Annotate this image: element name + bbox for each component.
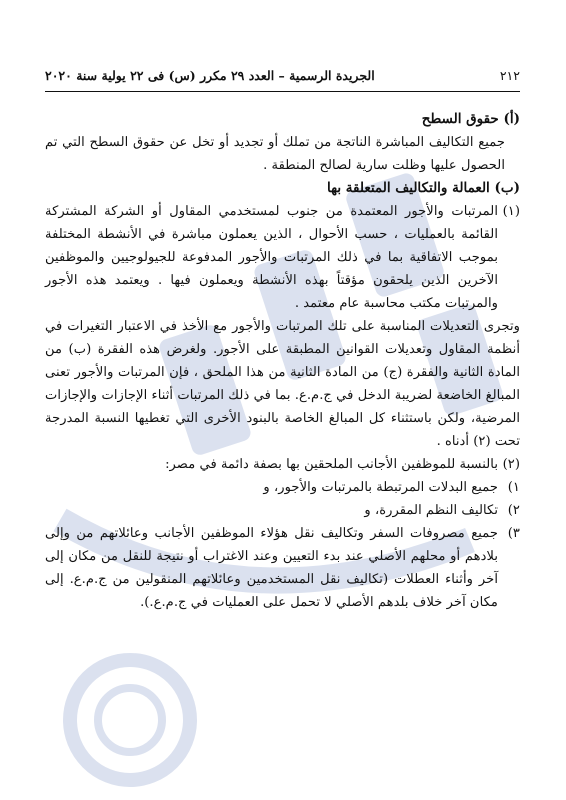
section-a-body: جميع التكاليف المباشرة الناتجة من تملك أو تجديد أو تخل عن حقوق السطح التي تم الحصول عليها وظلت سارية لصالح المنطقة . — [45, 135, 505, 173]
subitems-list — [45, 476, 520, 614]
section-a-title: (أ) حقوق السطح — [421, 111, 520, 127]
section-b-item-2 — [45, 453, 520, 476]
subitem-text: تكاليف النظم المقررة، و — [364, 503, 498, 518]
adjustment-paragraph: وتجرى التعديلات المناسبة على تلك المرتبات والأجور مع الأخذ في الاعتبار التغيرات في أنظمة المقاول وتعديلات القوانين المطبقة على الأجور. ولغرض هذه الفقرة (ب) من المادة الثانية والفقرة (ج) من المادة الثانية من هذا الملحق ، فإن المرتبات والأجور تعنى المبالغ الخاضعة لضريبة الدخل في ج.م.ع. بما في ذلك المرتبات أثناء الإجازات والإجازات المرضية، ولكن باستثناء كل المبالغ الخاصة بالبنود الأخرى التي تغطيها النسبة المدرجة تحت (٢) أدناه . — [45, 319, 520, 449]
subitem-text: جميع مصروفات السفر وتكاليف نقل هؤلاء الموظفين الأجانب وعائلاتهم من وإلى بلادهم أو محلهم الأصلي عند بدء التعيين وعند الاغتراب أو نتيجة للنقل من مكان إلى آخر وأثناء العطلات (تكاليف نقل المستخدمين وعائلاتهم المنقولين من ج.م.ع. إلى مكان آخر خلاف بلدهم الأصلي لا تحمل على العمليات في ج.م.ع.). — [45, 526, 498, 610]
item-1-text: المرتبات والأجور المعتمدة من جنوب لمستخدمي المقاول أو الشركة المشتركة القائمة بالعمليات ، حسب الأحوال ، الذين يعملون مباشرة في الأنشطة المختلفة بموجب الاتفاقية بما في ذلك المرتبات والأجور المدفوعة للجيولوجيين والموظفين الآخرين الذين يلحقون مؤقتاً بهذه الأنشطة ويعملون فيها . ويعتمد هذه الأجور والمرتبات مكتب محاسبة عام معتمد . — [45, 204, 498, 311]
list-item — [45, 476, 520, 499]
item-1-number: (١) — [502, 204, 520, 219]
document-page — [45, 64, 520, 614]
page-header — [45, 64, 520, 92]
watermark-seal-inner — [98, 688, 162, 752]
gazette-title: الجريدة الرسمية – العدد ٢٩ مكرر (س) فى ٢٢ يولية سنة ٢٠٢٠ — [45, 68, 375, 83]
section-b-item-1 — [45, 200, 520, 315]
section-b-title: (ب) العمالة والتكاليف المتعلقة بها — [326, 180, 520, 196]
item-2-text: بالنسبة للموظفين الأجانب الملحقين بها بصفة دائمة في مصر: — [165, 457, 498, 472]
subitem-number: ٣) — [507, 526, 520, 541]
subitem-number: ١) — [507, 480, 520, 495]
list-item — [45, 522, 520, 614]
watermark-seal — [70, 660, 190, 780]
subitem-text: جميع البدلات المرتبطة بالمرتبات والأجور، و — [263, 480, 498, 495]
page-number: ٢١٢ — [499, 68, 520, 83]
subitem-number: ٢) — [507, 503, 520, 518]
list-item — [45, 499, 520, 522]
item-2-number: (٢) — [502, 457, 520, 472]
